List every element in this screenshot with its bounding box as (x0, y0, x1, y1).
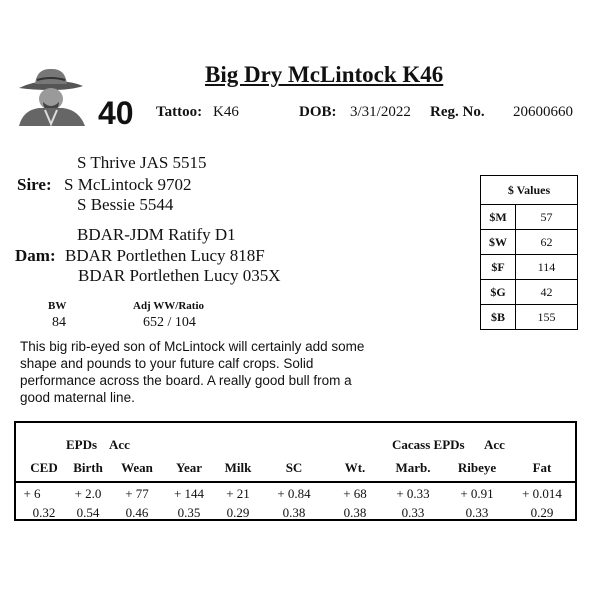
dollar-key: $W (481, 230, 516, 255)
epd-col-header: Wt. (344, 460, 366, 475)
epd-col-header: Birth (73, 460, 103, 475)
dollar-values-header: $ Values (481, 176, 578, 205)
dollar-key: $G (481, 280, 516, 305)
epd-col-header: Year (176, 460, 202, 475)
epd-accuracy: 0.35 (177, 505, 201, 520)
epd-col-header: Marb. (395, 460, 431, 475)
epd-value: + 0.014 (522, 486, 562, 501)
epd-accuracy: 0.32 (32, 505, 56, 520)
sire-dam: S Bessie 5544 (77, 195, 174, 214)
epd-col-header: Ribeye (457, 460, 497, 475)
dollar-value: 57 (516, 205, 578, 230)
epd-accuracy: 0.54 (76, 505, 100, 520)
sire-name: S McLintock 9702 (64, 175, 192, 194)
epd-col-header: Milk (224, 460, 252, 475)
dollar-key: $M (481, 205, 516, 230)
reg-label: Reg. No. (430, 104, 485, 120)
table-row (481, 280, 578, 305)
dollar-value: 42 (516, 280, 578, 305)
epd-accuracy: 0.33 (401, 505, 425, 520)
table-row (481, 230, 578, 255)
sire-label: Sire: (17, 175, 52, 194)
bw-label: BW (48, 300, 67, 312)
epd-col-header: CED (30, 460, 58, 475)
dam-sire: BDAR-JDM Ratify D1 (77, 225, 236, 244)
dollar-key: $F (481, 255, 516, 280)
epd-accuracy: 0.29 (530, 505, 554, 520)
dollar-value: 155 (516, 305, 578, 330)
epd-value: + 0.33 (396, 486, 430, 501)
epd-accuracy: 0.38 (343, 505, 367, 520)
ww-label: Adj WW/Ratio (133, 300, 204, 312)
cowboy-photo-icon (15, 66, 87, 126)
epd-accuracy: 0.33 (465, 505, 489, 520)
table-row (481, 255, 578, 280)
epd-divider (14, 481, 577, 483)
epd-value: + 21 (226, 486, 250, 501)
dam-name: BDAR Portlethen Lucy 818F (65, 246, 265, 265)
reg-value: 20600660 (513, 104, 573, 120)
epd-col-header: Wean (121, 460, 153, 475)
epd-value: + 144 (173, 486, 205, 501)
epd-value: + 2.0 (74, 486, 102, 501)
epd-value: + 77 (125, 486, 149, 501)
dam-dam: BDAR Portlethen Lucy 035X (78, 266, 281, 285)
ww-value: 652 / 104 (143, 315, 196, 330)
dollar-value: 62 (516, 230, 578, 255)
dam-label: Dam: (15, 246, 56, 265)
lot-number: 40 (98, 95, 134, 131)
table-row (481, 305, 578, 330)
carcass-acc-label: Acc (484, 437, 505, 452)
carcass-epds-label: Cacass EPDs (392, 437, 465, 452)
epd-accuracy: 0.38 (282, 505, 306, 520)
epd-accuracy: 0.29 (226, 505, 250, 520)
epd-value: + 0.84 (277, 486, 311, 501)
dollar-key: $B (481, 305, 516, 330)
bw-value: 84 (52, 315, 66, 330)
description-text: This big rib-eyed son of McLintock will certainly add some shape and pounds to your future calf crops. Solid performance across the board. A really good bull from a good maternal line. (20, 339, 365, 405)
tattoo-label: Tattoo: (156, 104, 203, 120)
epds-group-label: EPDs (66, 437, 98, 452)
dollar-values-table (480, 175, 578, 330)
epd-col-header: Fat (532, 460, 552, 475)
animal-name-title: Big Dry McLintock K46 (205, 62, 444, 87)
epd-col-header: SC (285, 460, 303, 475)
epd-accuracy: 0.46 (125, 505, 149, 520)
epds-acc-label: Acc (109, 437, 130, 452)
dob-value: 3/31/2022 (350, 104, 411, 120)
sire-sire: S Thrive JAS 5515 (77, 153, 207, 172)
dollar-value: 114 (516, 255, 578, 280)
table-row (481, 205, 578, 230)
dob-label: DOB: (299, 104, 337, 120)
tattoo-value: K46 (213, 104, 239, 120)
epd-value: + 0.91 (460, 486, 494, 501)
epd-value: + 6 (23, 486, 41, 501)
epd-value: + 68 (343, 486, 367, 501)
